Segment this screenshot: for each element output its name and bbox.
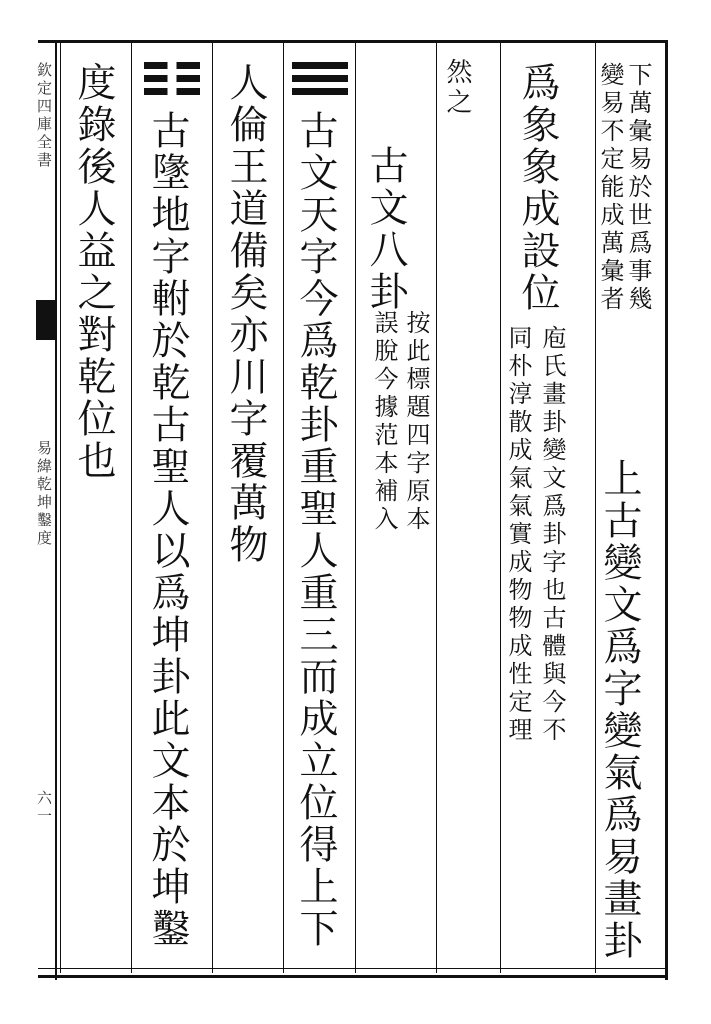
main-text-line: 度錄後人益之對乾位也	[71, 62, 116, 482]
fish-tail-mark	[36, 300, 55, 340]
main-text-line: 古文天字今爲乾卦重聖人重三而成立位得上下	[293, 110, 338, 950]
main-text-line: 古墬地字軵於乾古聖人以爲坤卦此文本於坤鑿	[145, 110, 190, 950]
commentary-line: 庖氏畫卦變文爲卦字也古體與今不	[538, 325, 566, 745]
commentary-line: 按此標題四字原本	[402, 310, 430, 534]
bottom-border-line-inner	[38, 968, 668, 969]
column-divider	[436, 43, 437, 973]
margin-title: 欽定四庫全書	[35, 62, 53, 170]
column-divider	[500, 43, 501, 973]
column-divider	[283, 43, 284, 973]
margin-page-number: 六一	[35, 790, 53, 826]
margin-book-title: 易緯乾坤鑿度	[35, 440, 53, 548]
right-border-line	[665, 40, 668, 980]
top-border-line	[38, 40, 668, 43]
kun-trigram-icon	[144, 62, 200, 101]
bottom-border-line	[38, 975, 668, 978]
column-divider	[212, 43, 213, 973]
main-text-line: 上古變文爲字變氣爲易畫卦	[597, 458, 642, 962]
qian-trigram-icon	[292, 62, 348, 101]
main-text-line: 爲象象成設位	[515, 62, 560, 314]
commentary-line: 下萬彙易於世爲事幾	[624, 62, 652, 314]
commentary-line: 同朴淳散成氣氣實成物物成性定理	[504, 325, 532, 745]
main-text-line: 人倫王道備矣亦川字覆萬物	[223, 62, 268, 566]
left-border-line	[55, 40, 57, 980]
column-divider	[131, 43, 132, 973]
section-title: 古文八卦	[363, 145, 408, 313]
commentary-line: 然之	[442, 58, 472, 118]
column-divider	[60, 43, 61, 973]
commentary-line: 誤脫今據范本補入	[370, 310, 398, 534]
commentary-line: 變易不定能成萬彙者	[596, 62, 624, 314]
column-divider	[355, 43, 356, 973]
